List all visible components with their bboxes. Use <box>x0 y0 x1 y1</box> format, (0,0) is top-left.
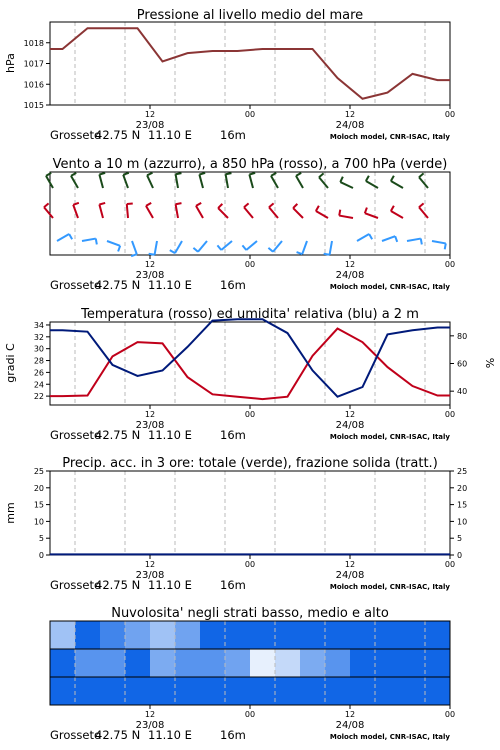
barb-shaft <box>296 176 303 188</box>
barb-feather <box>131 254 137 256</box>
wind-barb-10-m <box>242 241 257 250</box>
x-tick-label: 12 <box>144 260 156 269</box>
barb-shaft <box>273 241 282 252</box>
cloud-cell-basso <box>275 677 301 705</box>
barb-shaft <box>330 241 332 255</box>
wind-barb-850-hPa <box>293 204 303 218</box>
wind-barb-850-hPa <box>269 203 278 218</box>
barb-feather <box>127 204 133 205</box>
barb-feather <box>395 236 397 242</box>
y-tick-label: 1015 <box>23 101 44 110</box>
precip-panel <box>4 456 467 592</box>
barb-feather <box>297 252 303 254</box>
cloud-cell-basso <box>400 677 426 705</box>
x-tick-label: 00 <box>444 110 456 119</box>
x-tick-label: 00 <box>444 410 456 419</box>
wind-barb-700-hPa <box>147 173 153 188</box>
y-tick-label: 20 <box>33 483 44 493</box>
barb-shaft <box>44 207 53 218</box>
barb-shaft <box>244 207 253 218</box>
date-label: 24/08 <box>335 570 365 581</box>
cloud-cell-basso <box>375 677 401 705</box>
barb-feather <box>147 173 152 176</box>
wind-barb-700-hPa <box>199 173 205 188</box>
barb-feather <box>419 203 424 207</box>
wind-barb-850-hPa <box>391 206 403 218</box>
barb-shaft <box>198 241 207 252</box>
model-credit: Moloch model, CNR-ISAC, Italy <box>329 133 450 141</box>
cloud-cell-alto <box>425 621 451 649</box>
cloud-cell-medio <box>425 649 451 677</box>
date-label: 24/08 <box>335 120 365 131</box>
location-name: Grosseto <box>50 428 102 442</box>
barb-feather <box>199 173 205 175</box>
y-tick-label: 80 <box>457 331 468 341</box>
barb-feather <box>196 203 201 206</box>
barb-feather <box>123 173 129 175</box>
x-tick-label: 12 <box>344 260 356 269</box>
barb-feather <box>146 203 151 206</box>
y-tick-label: 26 <box>33 368 44 378</box>
cloud-cell-basso <box>50 677 76 705</box>
cloud-cell-alto <box>50 621 76 649</box>
barb-feather <box>369 234 372 239</box>
barb-feather <box>339 210 340 216</box>
x-tick-label: 12 <box>344 560 356 569</box>
y-tick-label: 10 <box>33 517 44 527</box>
pressure-panel <box>4 8 455 142</box>
wind-barb-700-hPa <box>391 176 403 188</box>
cloud-cell-medio <box>200 649 226 677</box>
location-lon: 11.10 E <box>148 428 192 442</box>
date-label: 24/08 <box>335 270 365 281</box>
barb-feather <box>99 203 105 205</box>
wind-barb-700-hPa <box>419 173 428 188</box>
location-lon: 11.10 E <box>148 728 192 742</box>
cloud-cell-medio <box>125 649 151 677</box>
wind-barb-850-hPa <box>146 203 153 218</box>
cloud-cell-basso <box>350 677 376 705</box>
temperature-line <box>50 329 450 400</box>
wind-barb-700-hPa <box>296 173 303 188</box>
location-lat: 42.75 N <box>95 578 141 592</box>
date-label: 24/08 <box>335 720 365 731</box>
barb-shaft <box>391 211 403 218</box>
cloud-cell-alto <box>225 621 251 649</box>
barb-shaft <box>123 175 128 188</box>
location-name: Grosseto <box>50 278 102 292</box>
wind-barb-10-m <box>57 234 72 241</box>
wind-barb-700-hPa <box>176 173 182 188</box>
wind-barb-10-m <box>149 241 157 255</box>
wind-barb-10-m <box>382 236 397 242</box>
wind-barb-700-hPa <box>249 173 255 188</box>
barb-shaft <box>127 204 128 218</box>
barb-shaft <box>99 204 103 218</box>
y-tick-label: 15 <box>33 500 44 510</box>
cloud-cell-medio <box>175 649 201 677</box>
barb-shaft <box>366 181 378 188</box>
barb-shaft <box>132 241 137 254</box>
barb-shaft <box>99 174 103 188</box>
barb-shaft <box>340 182 353 188</box>
barb-shaft <box>249 174 253 188</box>
cloud-cell-alto <box>100 621 126 649</box>
wind-barb-10-m <box>357 234 372 241</box>
cloud-cell-alto <box>275 621 301 649</box>
barb-feather <box>176 203 182 204</box>
barb-feather <box>268 248 273 252</box>
wind-barb-850-hPa <box>127 204 133 218</box>
barb-shaft <box>199 174 203 188</box>
cloud-cell-alto <box>350 621 376 649</box>
temp-rh-panel <box>4 307 496 442</box>
barb-shaft <box>432 241 446 243</box>
location-alt: 16m <box>220 128 246 142</box>
cloud-cell-medio <box>250 649 276 677</box>
cloud-cell-basso <box>225 677 251 705</box>
barb-shaft <box>382 236 395 241</box>
barb-feather <box>226 173 232 174</box>
wind-barb-850-hPa <box>365 208 378 218</box>
model-credit: Moloch model, CNR-ISAC, Italy <box>329 433 450 441</box>
wind-title: Vento a 10 m (azzurro), a 850 hPa (rosso), a 700 hPa (verde) <box>52 157 448 172</box>
x-tick-label: 00 <box>244 260 256 269</box>
barb-feather <box>445 243 446 249</box>
cloud-cell-medio <box>375 649 401 677</box>
cloud-cell-medio <box>100 649 126 677</box>
barb-feather <box>366 176 369 181</box>
wind-barb-850-hPa <box>339 210 353 218</box>
barb-feather <box>69 234 72 239</box>
date-label: 23/08 <box>135 420 165 431</box>
barb-feather <box>269 203 274 207</box>
barb-shaft <box>218 208 228 218</box>
precip-title: Precip. acc. in 3 ore: totale (verde), frazione solida (tratt.) <box>62 456 438 471</box>
wind-barb-700-hPa <box>99 173 105 188</box>
model-credit: Moloch model, CNR-ISAC, Italy <box>329 583 450 591</box>
wind-barb-850-hPa <box>73 203 79 218</box>
y-tick-label: 22 <box>33 392 44 402</box>
y-tick-label: 25 <box>457 467 468 476</box>
barb-shaft <box>57 234 69 241</box>
location-name: Grosseto <box>50 578 102 592</box>
y-tick-label: 28 <box>33 356 44 366</box>
location-lon: 11.10 E <box>148 578 192 592</box>
cloud-cell-alto <box>375 621 401 649</box>
barb-shaft <box>176 204 178 218</box>
wind-barb-10-m <box>82 239 97 245</box>
y-tick-label: 34 <box>33 320 44 330</box>
cloud-cell-basso <box>425 677 451 705</box>
x-tick-label: 00 <box>244 710 256 719</box>
cloud-cell-medio <box>225 649 251 677</box>
y-tick-label: 32 <box>33 332 44 342</box>
date-label: 23/08 <box>135 570 165 581</box>
cloud-cell-medio <box>75 649 101 677</box>
barb-shaft <box>419 207 428 218</box>
wind-barb-700-hPa <box>340 177 353 188</box>
barb-shaft <box>73 205 78 218</box>
barb-shaft <box>107 241 120 246</box>
barb-shaft <box>365 213 378 218</box>
barb-feather <box>218 204 222 208</box>
date-label: 23/08 <box>135 120 165 131</box>
y-tick-label: 5 <box>457 534 463 544</box>
temp-rh-title: Temperatura (rosso) ed umidita' relativa (blu) a 2 m <box>81 307 419 322</box>
barb-feather <box>391 176 394 181</box>
y-tick-label: 25 <box>33 467 44 476</box>
y-tick-label: 40 <box>457 387 468 397</box>
cloud-cell-basso <box>175 677 201 705</box>
date-label: 24/08 <box>335 420 365 431</box>
barb-shaft <box>146 206 153 218</box>
cloud-cell-alto <box>150 621 176 649</box>
wind-barb-10-m <box>131 241 137 256</box>
wind-barb-10-m <box>193 241 207 252</box>
barb-shaft <box>155 241 157 255</box>
barb-shaft <box>221 241 232 250</box>
y-tick-label: 1017 <box>23 59 44 69</box>
cloud-cell-medio <box>50 649 76 677</box>
wind-barb-850-hPa <box>176 203 182 218</box>
location-lat: 42.75 N <box>95 128 141 142</box>
cloud-cell-medio <box>150 649 176 677</box>
barb-shaft <box>419 177 428 188</box>
cloud-cell-basso <box>100 677 126 705</box>
barb-feather <box>293 204 297 208</box>
x-tick-label: 00 <box>244 410 256 419</box>
barb-shaft <box>319 177 328 188</box>
barb-feather <box>73 203 79 205</box>
barb-feather <box>217 245 221 250</box>
location-name: Grosseto <box>50 128 102 142</box>
cloud-cell-alto <box>325 621 351 649</box>
cloud-cell-medio <box>400 649 426 677</box>
barb-feather <box>319 173 324 177</box>
barb-feather <box>296 173 301 176</box>
cloud-cell-alto <box>300 621 326 649</box>
cloud-cell-alto <box>75 621 101 649</box>
barb-feather <box>421 239 422 245</box>
barb-shaft <box>226 174 228 188</box>
wind-barb-850-hPa <box>419 203 428 218</box>
barb-shaft <box>357 234 369 241</box>
location-lon: 11.10 E <box>148 128 192 142</box>
y-tick-label: 60 <box>457 359 468 369</box>
cloud-cell-basso <box>125 677 151 705</box>
barb-feather <box>340 177 343 182</box>
barb-feather <box>419 173 424 177</box>
x-tick-label: 00 <box>444 260 456 269</box>
barb-feather <box>149 254 155 255</box>
x-tick-label: 12 <box>144 710 156 719</box>
location-lat: 42.75 N <box>95 278 141 292</box>
barb-shaft <box>316 211 328 218</box>
barb-shaft <box>147 175 153 188</box>
x-tick-label: 12 <box>144 110 156 119</box>
barb-feather <box>193 248 198 252</box>
location-alt: 16m <box>220 578 246 592</box>
wind-barb-700-hPa <box>226 173 232 188</box>
wind-barb-850-hPa <box>218 204 228 218</box>
cloud-cell-alto <box>200 621 226 649</box>
pressure-title: Pressione al livello medio del mare <box>136 8 364 23</box>
x-tick-label: 12 <box>144 560 156 569</box>
cloud-cell-basso <box>150 677 176 705</box>
cloud-cell-alto <box>125 621 151 649</box>
barb-feather <box>244 203 249 207</box>
location-alt: 16m <box>220 728 246 742</box>
cloud-cell-alto <box>250 621 276 649</box>
y-tick-label: 1018 <box>23 38 44 48</box>
location-alt: 16m <box>220 428 246 442</box>
x-tick-label: 00 <box>444 560 456 569</box>
barb-shaft <box>176 174 178 188</box>
barb-feather <box>249 173 255 175</box>
model-credit: Moloch model, CNR-ISAC, Italy <box>329 733 450 741</box>
barb-shaft <box>269 207 278 218</box>
wind-barb-700-hPa <box>123 173 129 188</box>
wind-barb-10-m <box>432 241 446 249</box>
wind-barb-10-m <box>107 241 120 251</box>
barb-shaft <box>391 181 403 188</box>
barb-feather <box>44 203 49 207</box>
cloud-cell-medio <box>275 649 301 677</box>
wind-barb-850-hPa <box>44 203 53 218</box>
y-tick-label: 0 <box>38 551 44 560</box>
cloud-cell-alto <box>175 621 201 649</box>
date-label: 23/08 <box>135 720 165 731</box>
y-tick-label: 15 <box>457 500 468 510</box>
x-tick-label: 12 <box>344 410 356 419</box>
pressure-ylabel: hPa <box>4 53 17 73</box>
barb-shaft <box>339 216 353 218</box>
x-tick-label: 00 <box>244 560 256 569</box>
y-tick-label: 1016 <box>23 80 44 90</box>
y-tick-label: 20 <box>457 483 468 493</box>
barb-shaft <box>407 239 421 241</box>
x-tick-label: 00 <box>444 710 456 719</box>
location-name: Grosseto <box>50 728 102 742</box>
plot-frame <box>50 471 450 555</box>
cloud-cell-basso <box>325 677 351 705</box>
pressure-line <box>50 28 450 99</box>
barb-feather <box>316 206 319 211</box>
humidity-line <box>50 319 450 396</box>
y-tick-label: 24 <box>33 380 44 390</box>
barb-feather <box>242 245 246 250</box>
cloud-cell-medio <box>350 649 376 677</box>
barb-feather <box>324 254 330 255</box>
x-tick-label: 00 <box>244 110 256 119</box>
y-tick-label: 5 <box>38 534 44 544</box>
x-tick-label: 12 <box>344 710 356 719</box>
wind-barb-10-m <box>297 241 307 254</box>
barb-shaft <box>175 241 182 253</box>
location-alt: 16m <box>220 278 246 292</box>
rh-ylabel: % <box>483 357 496 369</box>
location-lon: 11.10 E <box>148 278 192 292</box>
wind-barb-850-hPa <box>244 203 253 218</box>
cloud-title: Nuvolosita' negli strati basso, medio e alto <box>111 606 389 621</box>
wind-barb-10-m <box>170 241 182 253</box>
barb-feather <box>99 173 105 175</box>
barb-shaft <box>82 239 96 241</box>
barb-feather <box>170 250 175 253</box>
y-tick-label: 0 <box>457 551 463 560</box>
wind-barb-850-hPa <box>196 203 203 218</box>
barb-shaft <box>246 241 257 250</box>
cloud-panel <box>50 606 455 742</box>
cloud-cell-basso <box>75 677 101 705</box>
y-tick-label: 10 <box>457 517 468 527</box>
barb-feather <box>176 173 182 174</box>
wind-barb-700-hPa <box>366 176 378 188</box>
cloud-cell-alto <box>400 621 426 649</box>
y-tick-label: 30 <box>33 344 44 354</box>
plot-frame <box>50 22 450 105</box>
wind-panel <box>44 157 455 292</box>
wind-barb-700-hPa <box>319 173 328 188</box>
barb-feather <box>391 206 394 211</box>
wind-barb-850-hPa <box>316 206 328 218</box>
temp-ylabel: gradi C <box>4 343 17 383</box>
barb-feather <box>96 239 97 245</box>
date-label: 23/08 <box>135 270 165 281</box>
barb-shaft <box>196 206 203 218</box>
x-tick-label: 12 <box>344 110 356 119</box>
x-tick-label: 12 <box>144 410 156 419</box>
cloud-cell-basso <box>200 677 226 705</box>
barb-shaft <box>302 241 307 254</box>
wind-barb-10-m <box>407 239 422 245</box>
cloud-cell-basso <box>250 677 276 705</box>
location-lat: 42.75 N <box>95 428 141 442</box>
cloud-cell-basso <box>300 677 326 705</box>
model-credit: Moloch model, CNR-ISAC, Italy <box>329 283 450 291</box>
cloud-cell-medio <box>325 649 351 677</box>
barb-feather <box>118 246 120 252</box>
barb-feather <box>365 208 367 214</box>
cloud-cell-medio <box>300 649 326 677</box>
wind-barb-850-hPa <box>99 203 105 218</box>
precip-ylabel: mm <box>4 502 17 524</box>
barb-shaft <box>293 208 303 218</box>
location-lat: 42.75 N <box>95 728 141 742</box>
